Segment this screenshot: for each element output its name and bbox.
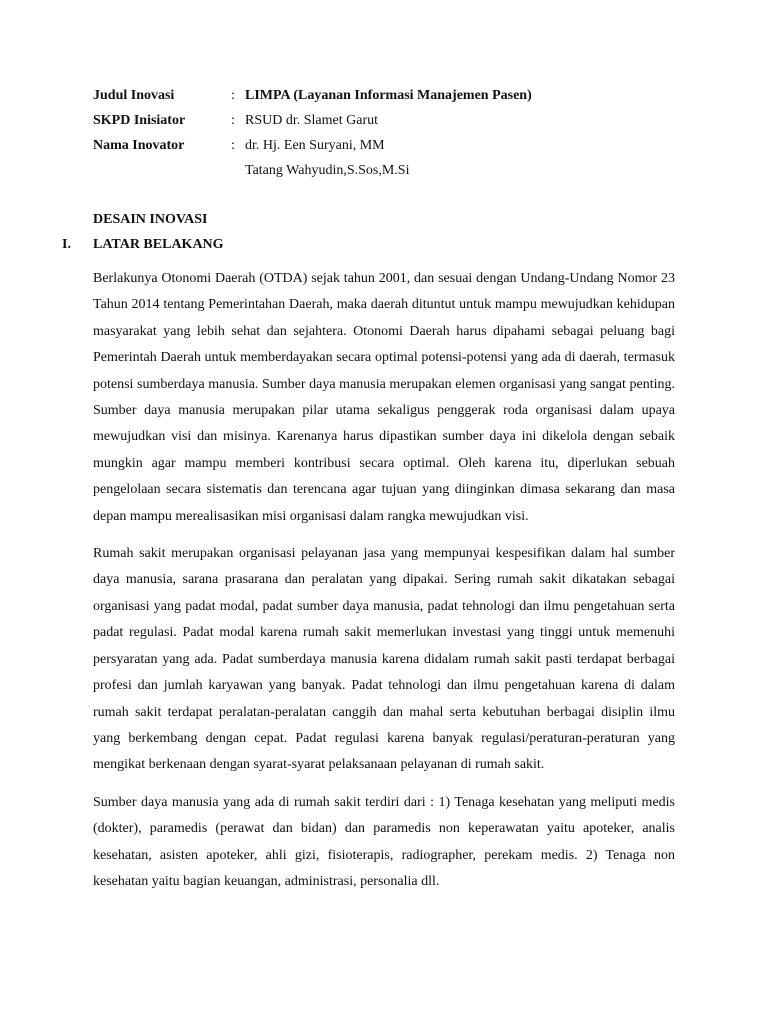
header-colon: : [231,88,235,103]
design-title: DESAIN INOVASI [93,212,208,227]
header-label: Judul Inovasi [93,88,175,103]
paragraph: Rumah sakit merupakan organisasi pelayanan jasa yang mempunyai kespesifikan dalam hal sumber daya manusia, sarana prasarana dan peralatan yang dipakai. Sering rumah sakit dikatakan sebagai organisasi yang padat modal, padat sumber daya manusia, padat tehnologi dan ilmu pengetahuan serta padat regulasi. Padat modal karena rumah sakit memerlukan investasi yang tinggi untuk memenuhi persyaratan yang ada. Padat sumberdaya manusia karena didalam rumah sakit pasti terdapat berbagai profesi dan jumlah karyawan yang banyak. Padat tehnologi dan ilmu pengetahuan karena di dalam rumah sakit terdapat peralatan-peralatan canggih dan mahal serta kebutuhan berbagai disiplin ilmu yang berkembang dengan cepat. Padat regulasi karena banyak regulasi/peraturan-peraturan yang mengikat berkenaan dengan syarat-syarat pelaksanaan pelayanan di rumah sakit. [93,546,675,773]
section-title: LATAR BELAKANG [93,237,224,252]
header-row-inovator [93,136,693,161]
header-colon: : [231,138,235,153]
section-number: I. [62,237,71,252]
header-label: Nama Inovator [93,138,185,153]
section-heading [62,237,682,253]
innovation-title: LIMPA (Layanan Informasi Manajemen Pasen) [245,88,532,103]
paragraph: Berlakunya Otonomi Daerah (OTDA) sejak tahun 2001, dan sesuai dengan Undang-Undang Nomor 23 Tahun 2014 tentang Pemerintahan Daerah, maka daerah dituntut untuk mampu mewujudkan kehidupan masyarakat yang lebih sehat dan sejahtera. Otonomi Daerah harus dipahami sebagai peluang bagi Pemerintah Daerah untuk memberdayakan secara optimal potensi-potensi yang ada di daerah, termasuk potensi sumberdaya manusia. Sumber daya manusia merupakan elemen organisasi yang sangat penting. Sumber daya manusia merupakan pilar utama sekaligus penggerak roda organisasi dalam upaya mewujudkan visi dan misinya. Karenanya harus dipastikan sumber daya ini dikelola dengan sebaik mungkin agar mampu memberi kontribusi secara optimal. Oleh karena itu, diperlukan sebuah pengelolaan secara sistematis dan terencana agar tujuan yang diinginkan dimasa sekarang dan masa depan mampu merealisasikan misi organisasi dalam rangka mewujudkan visi. [93,271,675,524]
innovator-value: dr. Hj. Een Suryani, MM [245,138,385,153]
header-colon: : [231,113,235,128]
header-label: SKPD Inisiator [93,113,186,128]
header-row-skpd [93,111,693,136]
header-row-judul [93,86,693,111]
innovator-value-second: Tatang Wahyudin,S.Sos,M.Si [245,163,410,178]
body-text [93,266,675,906]
paragraph: Sumber daya manusia yang ada di rumah sakit terdiri dari : 1) Tenaga kesehatan yang meliputi medis (dokter), paramedis (perawat dan bidan) dan paramedis non keperawatan yaitu apoteker, analis kesehatan, asisten apoteker, ahli gizi, fisioterapis, radiographer, perekam medis. 2) Tenaga non kesehatan yaitu bagian keuangan, administrasi, personalia dll. [93,794,675,889]
initiator-value: RSUD dr. Slamet Garut [245,113,378,128]
document-header [93,86,693,186]
